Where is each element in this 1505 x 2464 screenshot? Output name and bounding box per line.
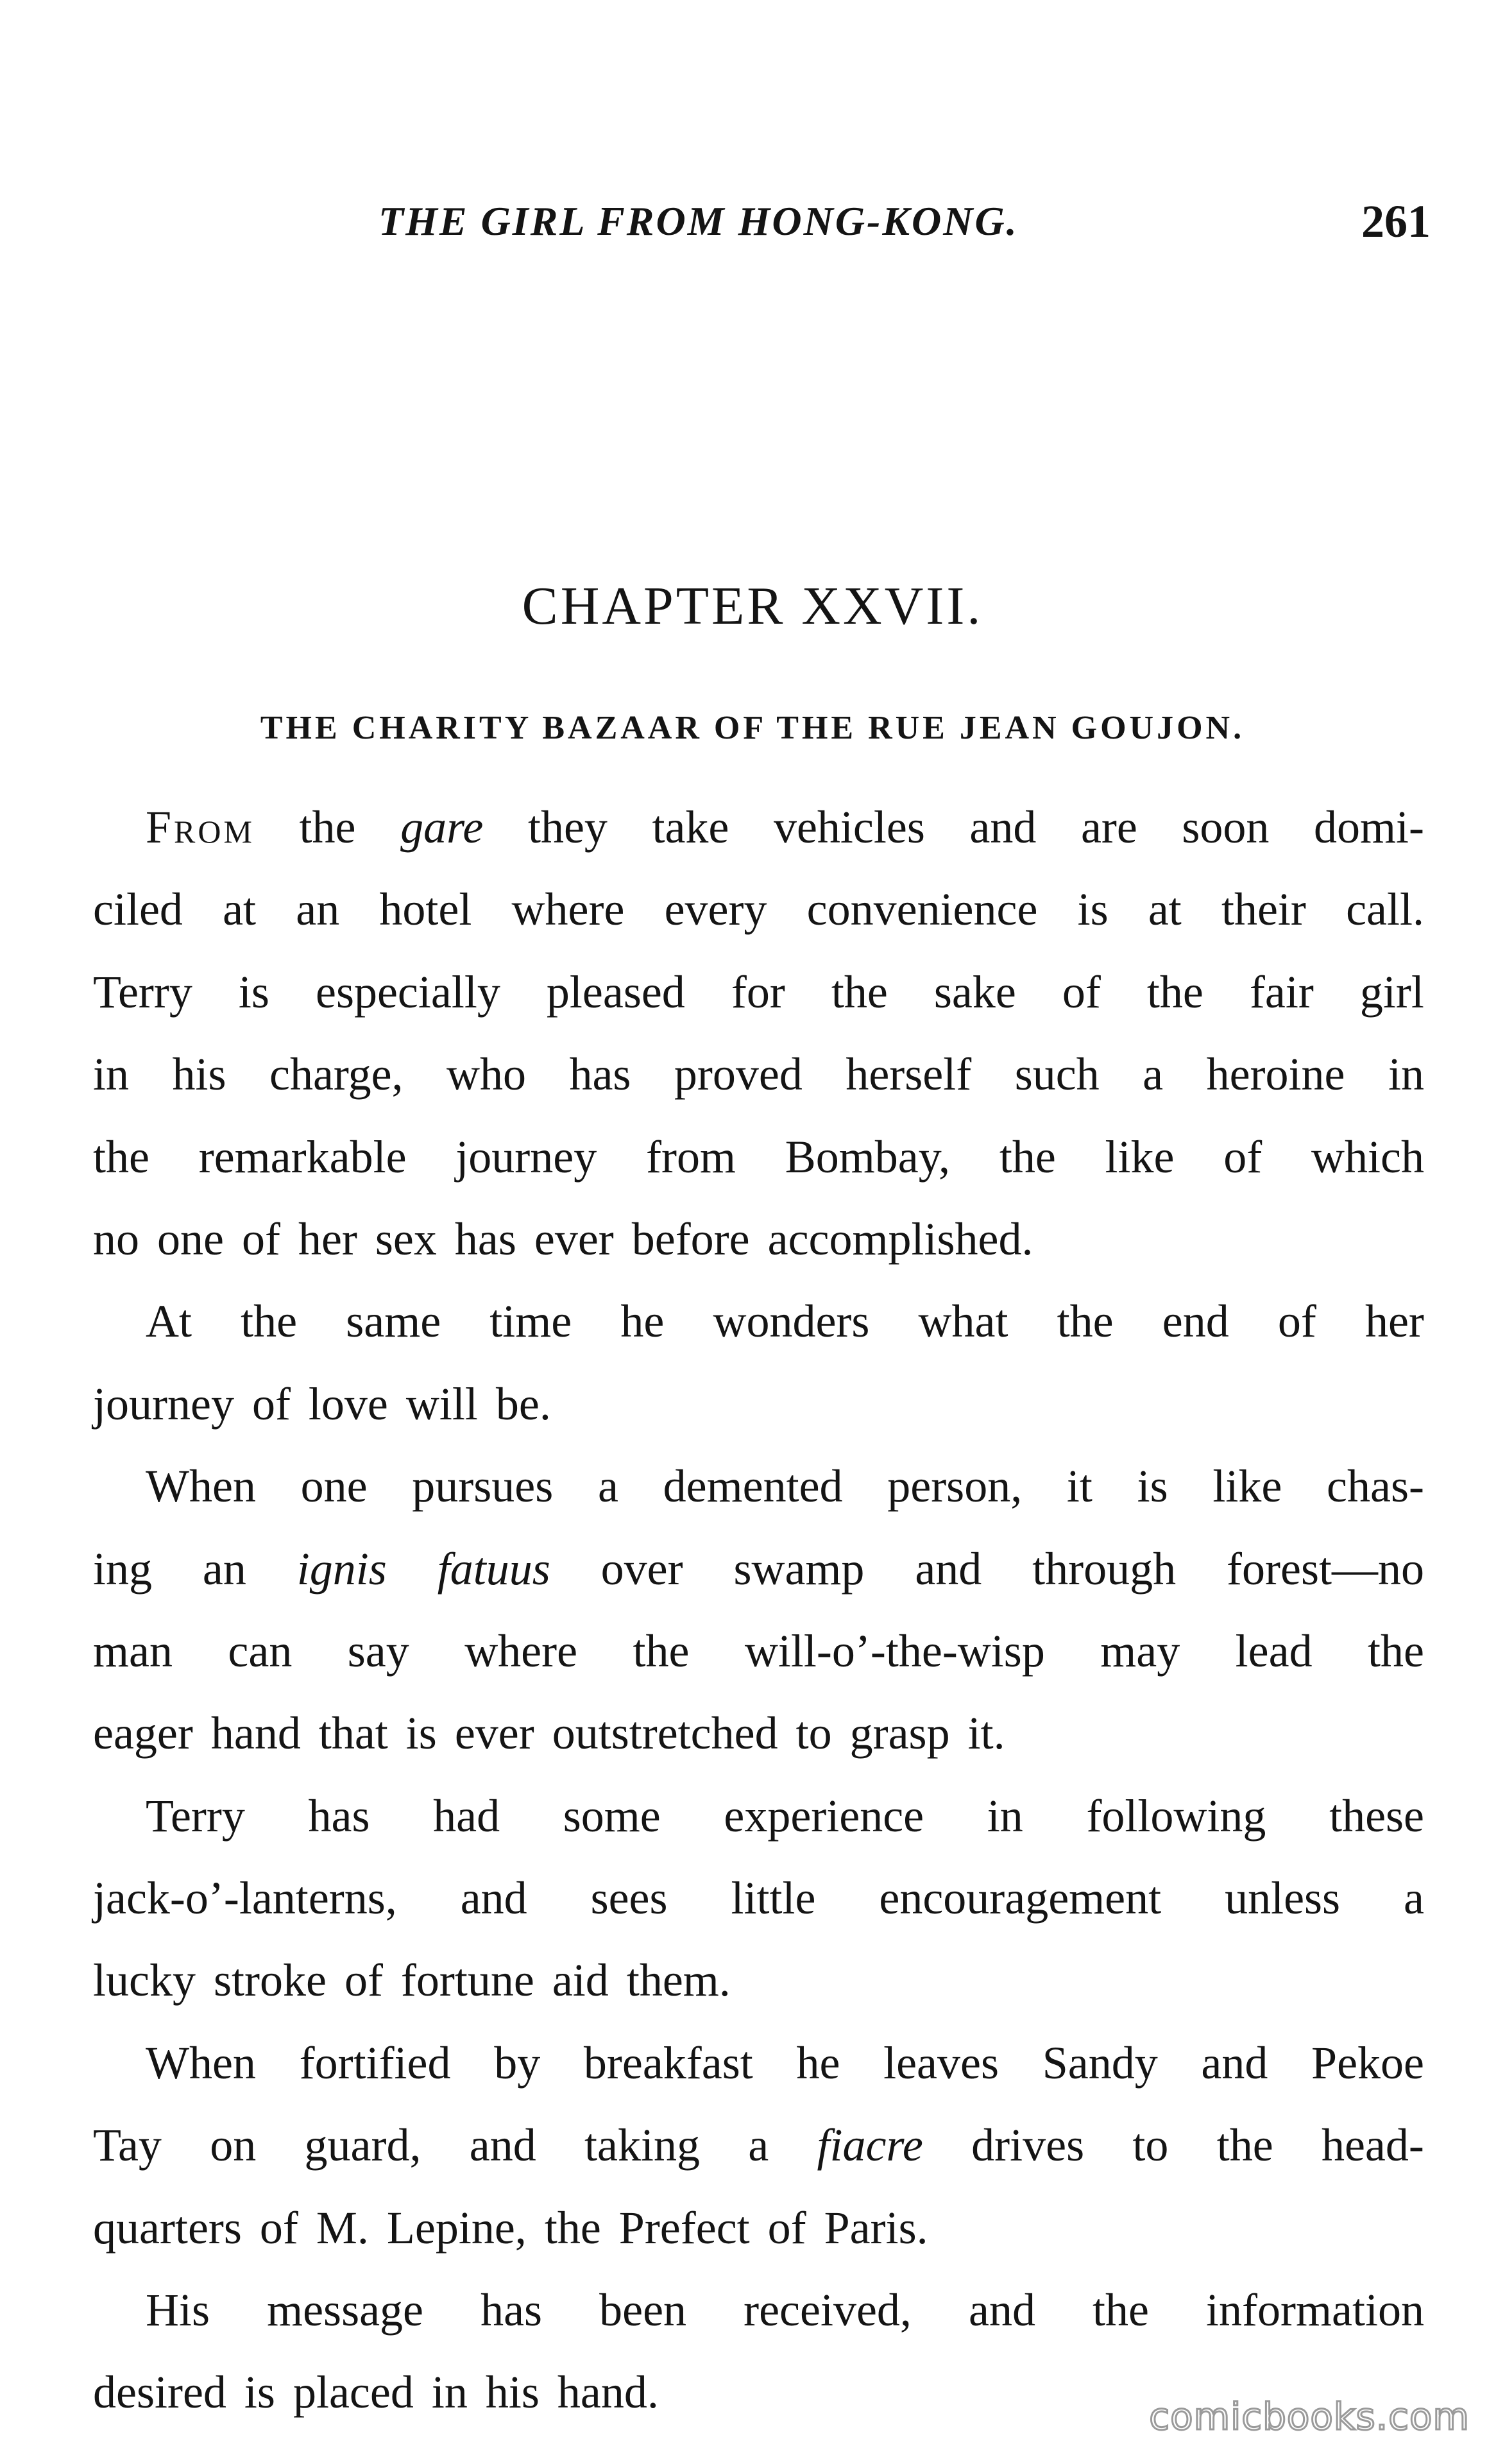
word: taking [584,2119,700,2171]
word: like [1212,1460,1282,1512]
word: quarters [93,2202,242,2254]
word: it [1066,1460,1093,1512]
text-line [93,951,1424,1033]
word: pleased [546,966,685,1018]
word: From [146,801,255,853]
word: ever [534,1213,614,1265]
word: Lepine, [386,2202,527,2254]
text-line [93,2187,1424,2269]
word: head- [1321,2119,1424,2171]
word: in [987,1790,1023,1842]
word: lucky [93,1955,196,2006]
word: Paris. [824,2202,928,2254]
word: M. [316,2202,369,2254]
text-line [93,1775,1424,1857]
word: where [464,1625,578,1677]
word: convenience [806,884,1038,936]
word: it. [967,1707,1005,1759]
word: grasp [849,1707,950,1759]
word: for [731,966,785,1018]
word: by [494,2037,541,2089]
running-title: THE GIRL FROM HONG-KONG. [378,198,1019,244]
word: will-o’-the-wisp [744,1625,1045,1677]
word: every [664,884,767,936]
page-number: 261 [1361,196,1431,247]
word: end [1162,1296,1229,1348]
word: pursues [412,1460,554,1512]
word: the [999,1131,1056,1183]
word: a [1143,1048,1164,1100]
word: and [968,2284,1035,2336]
word: through [1032,1543,1177,1595]
word: take [652,801,729,853]
word: Sandy [1042,2037,1158,2089]
text-line [93,1198,1424,1280]
word: been [599,2284,687,2336]
word: in [431,2366,468,2418]
text-line [93,786,1424,868]
word: at [1148,884,1182,936]
word: is [238,966,269,1018]
word: drives [971,2119,1085,2171]
text-line [93,1280,1424,1362]
word: will [405,1378,478,1430]
word: the [831,966,888,1018]
word: of [1277,1296,1316,1348]
word: where [511,884,625,936]
word: a [748,2119,769,2171]
word: may [1100,1625,1180,1677]
word: can [228,1625,293,1677]
word: that [318,1707,388,1759]
word: is [1077,884,1109,936]
word: eager [93,1707,193,1759]
word: a [597,1460,618,1512]
text-line [93,1528,1424,1610]
word: and [469,2119,536,2171]
word: sees [590,1872,668,1924]
word: these [1329,1790,1424,1842]
text-line [93,1445,1424,1527]
word: especially [316,966,500,1018]
text-line [93,2269,1424,2351]
word: experience [724,1790,924,1842]
word: remarkable [198,1131,407,1183]
word: aid [552,1955,609,2006]
word: gare [400,801,484,853]
word: person, [887,1460,1023,1512]
word: hand. [557,2366,659,2418]
text-line [93,1610,1424,1692]
word: be. [495,1378,551,1430]
word: like [1105,1131,1175,1183]
word: leaves [883,2037,999,2089]
word: placed [293,2366,414,2418]
word: domi- [1314,801,1424,853]
word: chas- [1327,1460,1424,1512]
word: encouragement [879,1872,1162,1924]
word: he [796,2037,840,2089]
word: is [244,2366,275,2418]
word: the [544,2202,601,2254]
word: At [146,1296,192,1348]
word: wonders [713,1296,870,1348]
word: of [1223,1131,1263,1183]
word: are [1080,801,1137,853]
word: fiacre [817,2119,923,2171]
word: their [1221,884,1306,936]
word: same [346,1296,441,1348]
word: and [915,1543,982,1595]
word: fair [1249,966,1314,1018]
word: the [1146,966,1203,1018]
word: forest—no [1227,1543,1424,1595]
word: of [259,2202,298,2254]
word: ciled [93,884,183,936]
word: had [433,1790,500,1842]
watermark: comicbooks.com [1149,2395,1470,2438]
word: a [1403,1872,1424,1924]
word: the [1368,1625,1424,1677]
word: heroine [1206,1048,1345,1100]
word: received, [744,2284,912,2336]
word: charge, [269,1048,404,1100]
word: lead [1235,1625,1313,1677]
word: outstretched [552,1707,778,1759]
word: he [620,1296,665,1348]
word: Terry [93,966,192,1018]
word: is [405,1707,437,1759]
word: information [1206,2284,1424,2336]
word: man [93,1625,173,1677]
word: say [347,1625,409,1677]
text-line [93,2104,1424,2186]
word: the [1093,2284,1149,2336]
word: demented [663,1460,843,1512]
word: of [241,1213,280,1265]
word: such [1014,1048,1100,1100]
word: Prefect [618,2202,750,2254]
word: the [1216,2119,1273,2171]
word: has [454,1213,516,1265]
word: When [146,1460,256,1512]
word: call. [1346,884,1424,936]
word: in [93,1048,130,1100]
word: has [569,1048,631,1100]
body-text [93,786,1424,2434]
word: one [300,1460,368,1512]
word: stroke [213,1955,327,2006]
word: has [480,2284,543,2336]
word: and [1201,2037,1268,2089]
word: them. [626,1955,731,2006]
word: ignis [296,1543,387,1595]
word: has [308,1790,370,1842]
word: who [446,1048,526,1100]
word: his [485,2366,540,2418]
word: of [1062,966,1101,1018]
word: some [563,1790,661,1842]
word: fatuus [437,1543,550,1595]
word: her [298,1213,357,1265]
word: the [1057,1296,1114,1348]
word: his [172,1048,226,1100]
word: which [1311,1131,1424,1183]
chapter-heading: CHAPTER XXVII. [522,576,983,636]
word: her [1365,1296,1424,1348]
text-line [93,1692,1424,1774]
word: fortified [299,2037,451,2089]
word: from [646,1131,736,1183]
word: girl [1359,966,1424,1018]
word: love [308,1378,388,1430]
word: Pekoe [1311,2037,1424,2089]
word: swamp [733,1543,865,1595]
word: the [241,1296,298,1348]
word: hand [210,1707,301,1759]
word: accomplished. [767,1213,1033,1265]
word: on [210,2119,257,2171]
text-line [93,1363,1424,1445]
word: sex [375,1213,437,1265]
word: time [489,1296,572,1348]
word: an [296,884,340,936]
word: Terry [146,1790,245,1842]
word: Bombay, [785,1131,951,1183]
word: they [527,801,608,853]
word: to [795,1707,832,1759]
word: following [1086,1790,1266,1842]
word: little [731,1872,816,1924]
word: breakfast [583,2037,753,2089]
word: jack-o’-lanterns, [93,1872,397,1924]
word: message [267,2284,424,2336]
running-header [378,193,1431,250]
word: of [767,2202,806,2254]
word: fortune [400,1955,534,2006]
word: desired [93,2366,226,2418]
word: unless [1225,1872,1341,1924]
word: ing [93,1543,153,1595]
word: hotel [379,884,472,936]
word: of [251,1378,291,1430]
text-line [93,2022,1424,2104]
word: the [299,801,356,853]
text-line [93,1033,1424,1115]
word: no [93,1213,139,1265]
word: what [918,1296,1008,1348]
word: journey [93,1378,234,1430]
text-line [93,1116,1424,1198]
word: and [460,1872,527,1924]
text-line [93,868,1424,950]
word: and [969,801,1037,853]
word: When [146,2037,256,2089]
word: His [146,2284,210,2336]
word: over [600,1543,683,1595]
word: Tay [93,2119,162,2171]
word: of [344,1955,383,2006]
word: proved [674,1048,803,1100]
word: before [631,1213,750,1265]
word: is [1137,1460,1168,1512]
word: one [157,1213,224,1265]
word: soon [1182,801,1270,853]
word: ever [454,1707,534,1759]
word: guard, [304,2119,421,2171]
word: in [1388,1048,1424,1100]
word: the [93,1131,149,1183]
word: vehicles [773,801,925,853]
word: the [633,1625,690,1677]
word: an [202,1543,246,1595]
word: journey [455,1131,597,1183]
text-line [93,1857,1424,1939]
word: at [223,884,257,936]
chapter-subtitle: THE CHARITY BAZAAR OF THE RUE JEAN GOUJON. [260,710,1245,746]
word: sake [933,966,1016,1018]
text-line [93,1939,1424,2021]
word: herself [846,1048,972,1100]
word: to [1132,2119,1169,2171]
